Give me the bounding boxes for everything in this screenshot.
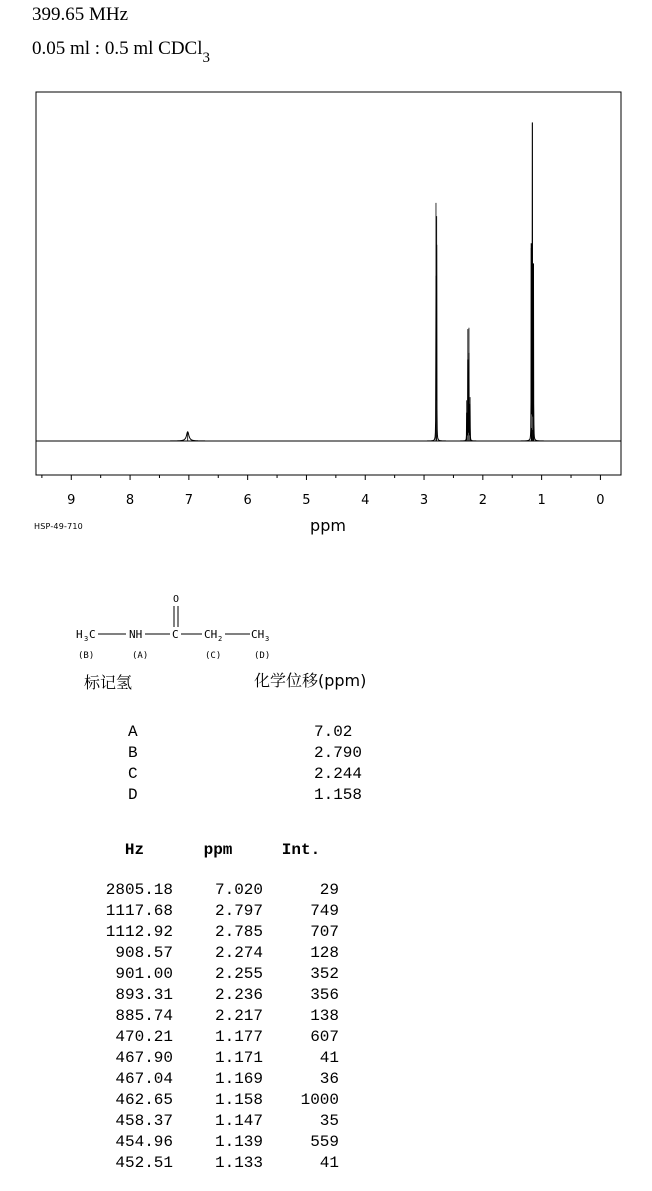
peak-hz: 1117.68 — [105, 902, 173, 920]
methyl-d-sub: 3 — [265, 635, 270, 643]
peak-row — [96, 1006, 339, 1027]
assignment-label: C — [128, 765, 138, 783]
x-tick-label: 9 — [67, 493, 76, 508]
peak-row — [96, 1111, 339, 1132]
amide-nh: NH — [129, 628, 143, 641]
assignment-shift: 2.790 — [314, 744, 363, 762]
peak-hz: 901.00 — [115, 965, 173, 983]
x-tick-label: 2 — [478, 493, 487, 508]
peak-row — [96, 880, 339, 901]
methyl-d: CH — [251, 628, 265, 641]
peak-ppm: 1.171 — [214, 1049, 263, 1067]
peak-hz: 462.65 — [115, 1091, 173, 1109]
ppm-column-header: ppm — [203, 841, 233, 859]
peak-ppm: 1.158 — [214, 1091, 263, 1109]
peak-hz: 467.90 — [115, 1049, 173, 1067]
carbonyl-c: C — [172, 628, 179, 641]
peak-row — [96, 922, 339, 943]
intensity-column-header: Int. — [281, 841, 321, 859]
label-b: (B) — [78, 651, 95, 661]
x-tick-label: 8 — [125, 493, 135, 508]
peak-intensity: 138 — [310, 1007, 339, 1025]
spectrometer-frequency: 399.65 MHz — [32, 4, 129, 25]
peak-row — [96, 1153, 339, 1174]
assignment-label: A — [128, 723, 138, 741]
assignment-row — [100, 743, 362, 764]
x-tick-label: 7 — [184, 493, 194, 508]
peak-row — [96, 985, 339, 1006]
peak-intensity: 29 — [319, 881, 339, 899]
peak-ppm: 2.236 — [214, 986, 263, 1004]
nmr-spectrum-chart — [0, 0, 652, 545]
methylene-c: CH — [204, 628, 218, 641]
peak-row — [96, 1027, 339, 1048]
peak-hz: 467.04 — [115, 1070, 173, 1088]
peak-hz: 2805.18 — [105, 881, 173, 899]
methyl-b-h: H — [76, 628, 83, 641]
oxygen-atom: O — [173, 594, 180, 605]
spectrum-code: HSP-49-710 — [34, 522, 83, 531]
peak-ppm: 1.147 — [214, 1112, 263, 1130]
hz-column-header: Hz — [124, 841, 145, 859]
peak-ppm: 2.797 — [214, 902, 263, 920]
methyl-b-c: C — [89, 628, 96, 641]
peak-hz: 1112.92 — [105, 923, 173, 941]
peak-table-header — [96, 838, 339, 862]
assignment-label: B — [128, 744, 138, 762]
x-tick-label: 1 — [537, 493, 546, 508]
peak-ppm: 2.217 — [214, 1007, 263, 1025]
chemical-shift-header: 化学位移(ppm) — [254, 671, 367, 690]
assignment-row — [100, 785, 362, 806]
peak-intensity: 707 — [310, 923, 339, 941]
x-tick-label: 0 — [596, 493, 605, 508]
label-a: (A) — [132, 651, 149, 661]
peak-row — [96, 1069, 339, 1090]
peak-hz: 893.31 — [115, 986, 173, 1004]
peak-ppm: 1.177 — [214, 1028, 263, 1046]
peak-row — [96, 964, 339, 985]
peak-hz: 454.96 — [115, 1133, 173, 1151]
peak-intensity: 128 — [310, 944, 339, 962]
peak-ppm: 2.274 — [214, 944, 263, 962]
label-d: (D) — [254, 651, 271, 661]
shift-assignment-table — [100, 722, 362, 806]
peak-hz: 885.74 — [115, 1007, 173, 1025]
peak-hz: 470.21 — [115, 1028, 173, 1046]
assignment-row — [100, 722, 362, 743]
solvent-subscript: 3 — [202, 50, 210, 66]
peak-intensity: 559 — [310, 1133, 339, 1151]
peak-ppm: 7.020 — [214, 881, 263, 899]
assignment-label: D — [128, 786, 138, 804]
x-tick-label: 5 — [302, 493, 311, 508]
peak-ppm: 1.169 — [214, 1070, 263, 1088]
peak-row — [96, 1090, 339, 1111]
solvent-text: 0.05 ml : 0.5 ml CDCl — [32, 38, 203, 59]
molecule-structure — [74, 588, 314, 664]
assignment-shift: 1.158 — [314, 786, 363, 804]
peak-row — [96, 1048, 339, 1069]
peak-intensity: 41 — [319, 1154, 339, 1172]
label-c: (C) — [205, 651, 222, 661]
peak-intensity: 749 — [310, 902, 339, 920]
x-tick-label: 4 — [361, 493, 370, 508]
assignment-shift: 7.02 — [314, 723, 353, 741]
peak-hz: 452.51 — [115, 1154, 173, 1172]
peak-intensity: 35 — [319, 1112, 339, 1130]
peak-row — [96, 1132, 339, 1153]
methyl-b-sub: 3 — [84, 635, 89, 643]
hydrogen-label-header: 标记氢 — [84, 673, 133, 692]
methylene-sub: 2 — [218, 635, 223, 643]
x-tick-label: 6 — [243, 493, 252, 508]
peak-intensity: 36 — [319, 1070, 339, 1088]
peak-intensity: 352 — [310, 965, 339, 983]
peak-intensity: 1000 — [300, 1091, 339, 1109]
peak-intensity: 41 — [319, 1049, 339, 1067]
peak-ppm: 1.133 — [214, 1154, 263, 1172]
x-tick-label: 3 — [419, 493, 429, 508]
x-axis-label: ppm — [310, 516, 346, 535]
peak-ppm: 2.785 — [214, 923, 263, 941]
peak-ppm: 2.255 — [214, 965, 263, 983]
peak-hz: 908.57 — [115, 944, 173, 962]
peak-intensity: 607 — [310, 1028, 339, 1046]
peak-row — [96, 901, 339, 922]
peak-row — [96, 943, 339, 964]
assignment-row — [100, 764, 362, 785]
peak-list-table — [96, 838, 339, 1174]
assignment-shift: 2.244 — [314, 765, 363, 783]
peak-ppm: 1.139 — [214, 1133, 263, 1151]
peak-hz: 458.37 — [115, 1112, 173, 1130]
peak-intensity: 356 — [310, 986, 339, 1004]
